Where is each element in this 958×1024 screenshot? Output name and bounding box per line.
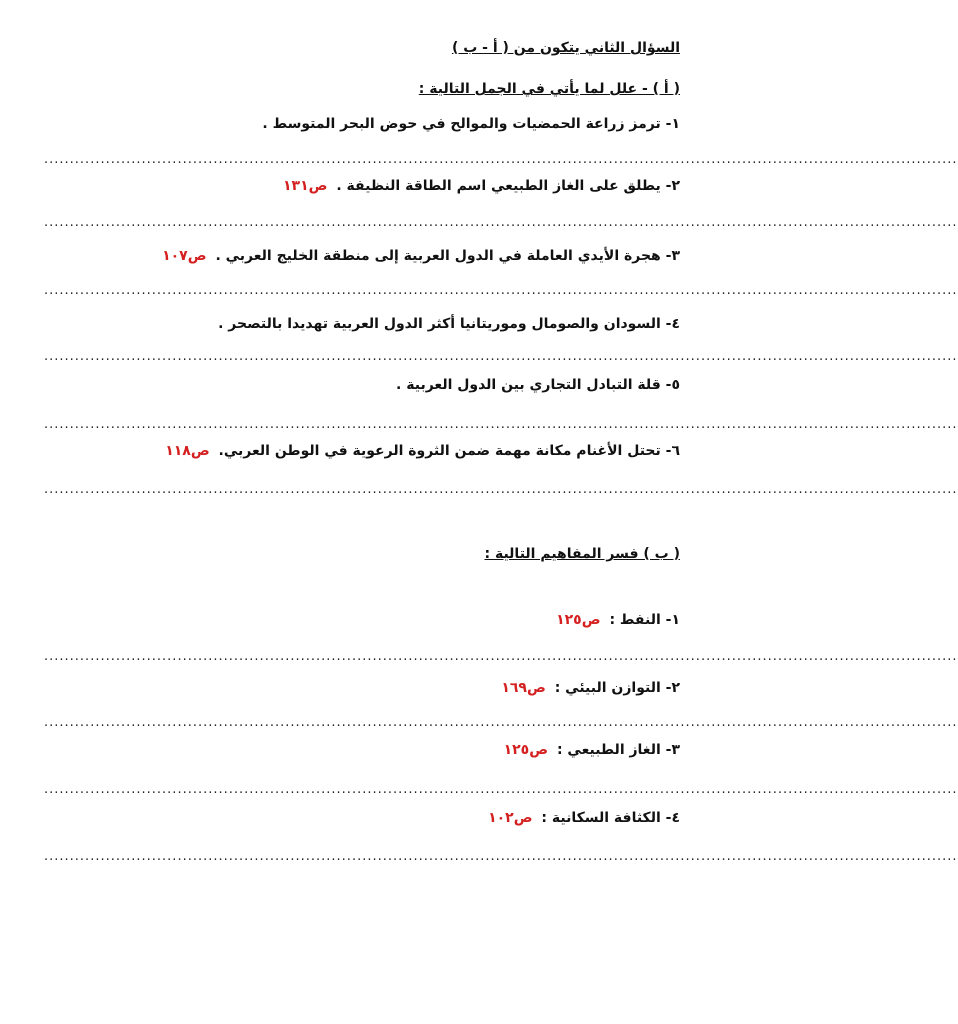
page-reference: ص١٠٢ [488,810,533,826]
item-text: ٦- تحتل الأغنام مكانة مهمة ضمن الثروة الرعوية في الوطن العربي. [218,443,680,459]
answer-line: .................................................................................................................................................................................. [44,715,958,730]
part-a-item-5 [396,375,680,395]
page-reference: ص١٦٩ [501,680,546,696]
part-b-item-2 [501,678,680,698]
page-reference: ص١٢٥ [503,742,549,758]
part-a-item-6 [165,441,680,461]
answer-line: .................................................................................................................................................................................. [44,215,958,230]
part-a-item-2 [283,176,680,196]
item-text: ١- ترمز زراعة الحمضيات والموالح في حوض البحر المتوسط . [262,116,680,132]
answer-line: .................................................................................................................................................................................. [44,349,958,364]
page-reference: ص١٠٧ [162,248,207,264]
part-b-item-1 [556,610,680,630]
part-a-item-4 [218,314,680,334]
part-a-heading: ( أ ) - علل لما يأتي في الجمل التالية : [418,81,680,97]
page-reference: ص١١٨ [165,443,210,459]
part-a-item-3 [162,246,680,266]
question-title: السؤال الثاني يتكون من ( أ - ب ) [451,40,680,56]
item-text: ٢- يطلق على الغاز الطبيعي اسم الطاقة النظيفة . [336,178,680,194]
answer-line: .................................................................................................................................................................................. [44,417,958,432]
part-b-item-4 [488,808,680,828]
answer-line: .................................................................................................................................................................................. [44,649,958,664]
answer-line: .................................................................................................................................................................................. [44,482,958,497]
item-text: ٣- هجرة الأيدي العاملة في الدول العربية إلى منطقة الخليج العربي . [215,248,680,264]
page-reference: ص١٢٥ [556,612,601,628]
part-a-item-1 [262,114,680,134]
part-b-item-3 [504,740,680,760]
item-text: ٤- الكثافة السكانية : [541,810,680,826]
item-text: ٥- قلة التبادل التجاري بين الدول العربية . [396,377,680,393]
answer-line: .................................................................................................................................................................................. [44,782,958,797]
answer-line: .................................................................................................................................................................................. [44,152,958,167]
item-text: ٤- السودان والصومال وموريتانيا أكثر الدول العربية تهديدا بالتصحر . [218,316,680,332]
item-text: ٣- الغاز الطبيعي : [556,742,680,758]
item-text: ٢- التوازن البيئي : [554,680,680,696]
page-reference: ص١٣١ [282,178,328,194]
part-b-heading: ( ب ) فسر المفاهيم التالية : [484,546,680,562]
item-text: ١- النفط : [609,612,680,628]
answer-line: .................................................................................................................................................................................. [44,283,958,298]
answer-line: .................................................................................................................................................................................. [44,849,958,864]
